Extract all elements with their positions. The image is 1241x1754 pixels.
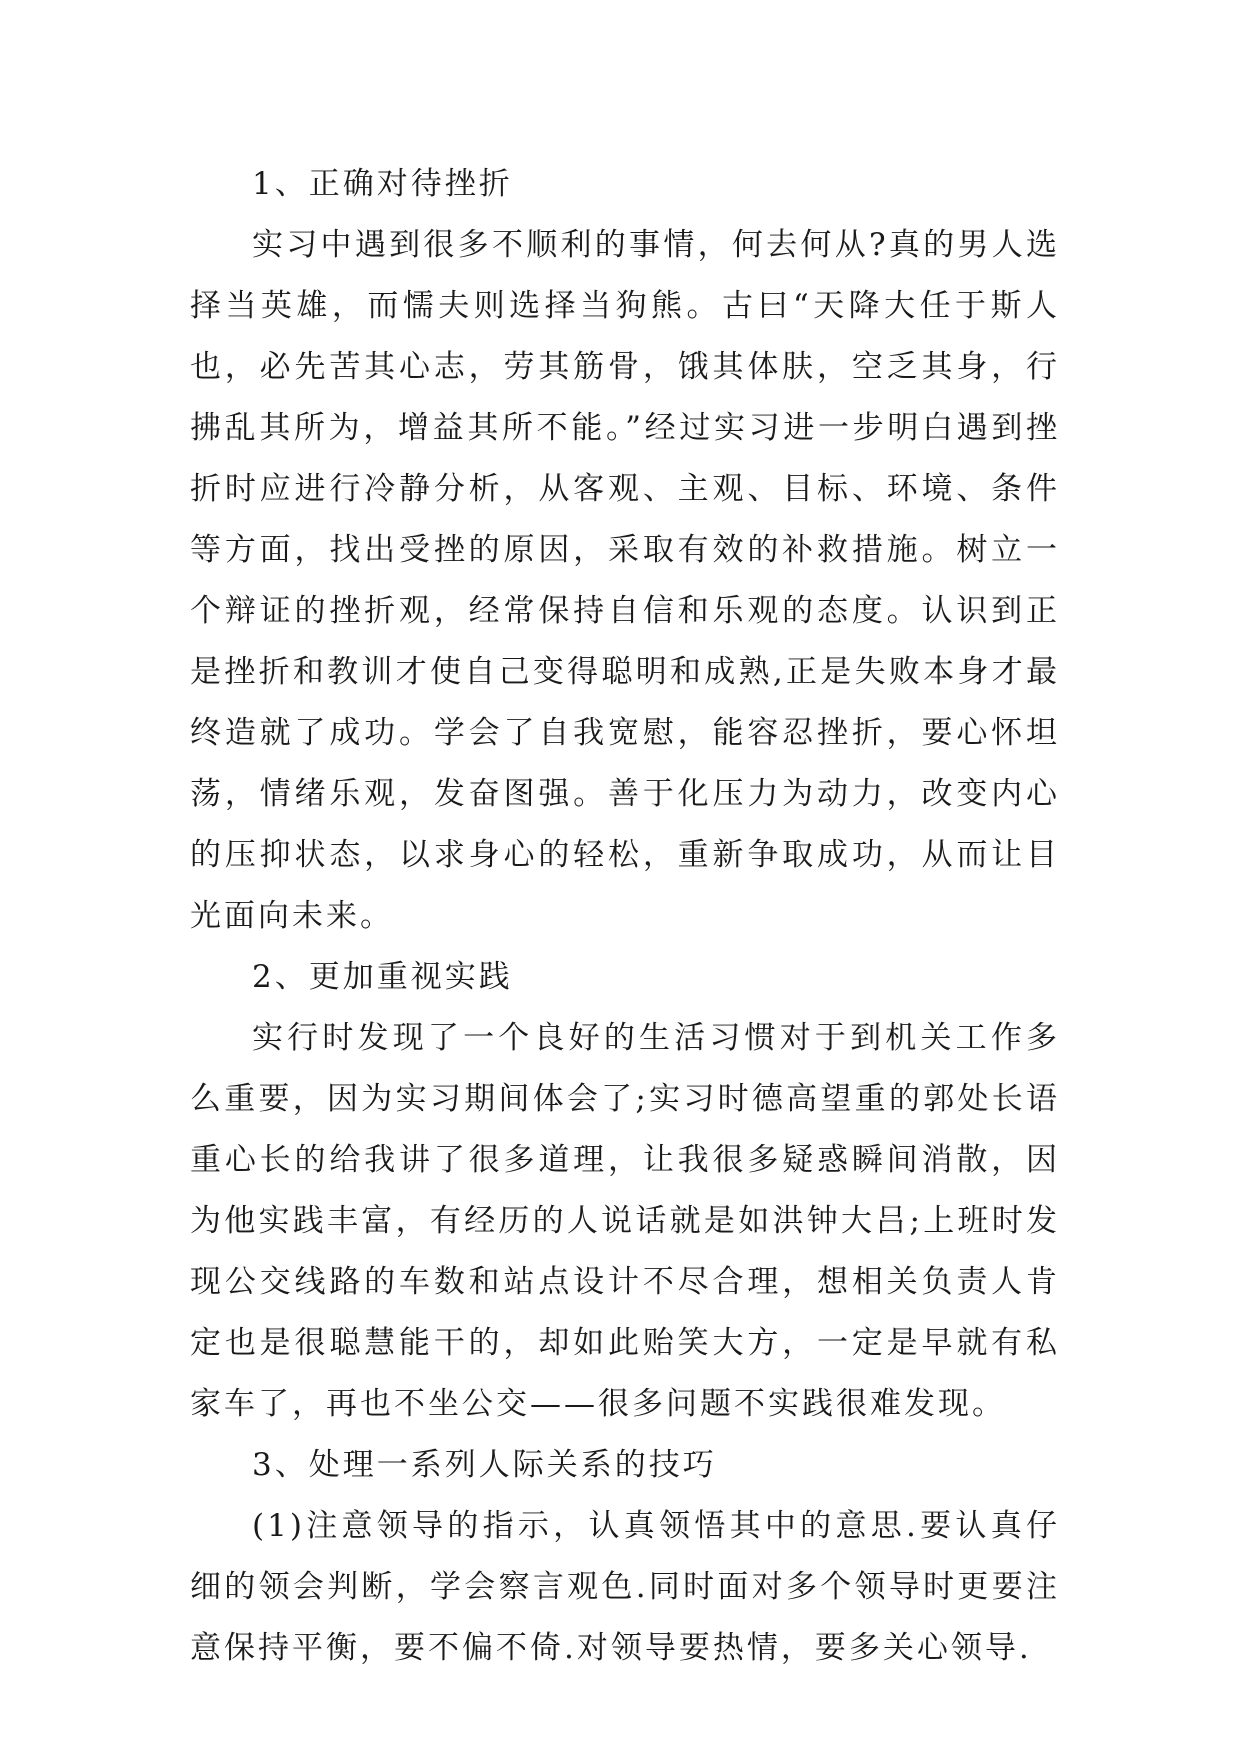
heading-value-practice: 2、更加重视实践: [252, 959, 513, 995]
paragraph-leader-instructions: (1)注意领导的指示，认真领悟其中的意思.要认真仔细的领会判断，学会察言观色.同时面对多个领导时更要注意保持平衡，要不偏不倚.对领导要热情，要多关心领导.: [190, 1508, 1060, 1666]
paragraph-setbacks: 实习中遇到很多不顺利的事情，何去何从?真的男人选择当英雄，而懦夫则选择当狗熊。古曰“天降大任于斯人也，必先苦其心志，劳其筋骨，饿其体肤，空乏其身，行拂乱其所为，增益其所不能。”经过实习进一步明白遇到挫折时应进行冷静分析，从客观、主观、目标、环境、条件等方面，找出受挫的原因，采取有效的补救措施。树立一个辩证的挫折观，经常保持自信和乐观的态度。认识到正是挫折和教训才使自己变得聪明和成熟,正是失败本身才最终造就了成功。学会了自我宽慰，能容忍挫折，要心怀坦荡，情绪乐观，发奋图强。善于化压力为动力，改变内心的压抑状态，以求身心的轻松，重新争取成功，从而让目光面向未来。: [190, 227, 1060, 934]
heading-correctly-face-setbacks: 1、正确对待挫折: [252, 166, 513, 202]
paragraph-practice: 实行时发现了一个良好的生活习惯对于到机关工作多么重要，因为实习期间体会了;实习时德高望重的郭处长语重心长的给我讲了很多道理，让我很多疑惑瞬间消散，因为他实践丰富，有经历的人说话就是如洪钟大吕;上班时发现公交线路的车数和站点设计不尽合理，想相关负责人肯定也是很聪慧能干的，却如此贻笑大方，一定是早就有私家车了，再也不坐公交——很多问题不实践很难发现。: [190, 1020, 1060, 1422]
document-body: [190, 154, 1060, 1679]
heading-interpersonal-skills: 3、处理一系列人际关系的技巧: [252, 1447, 717, 1483]
